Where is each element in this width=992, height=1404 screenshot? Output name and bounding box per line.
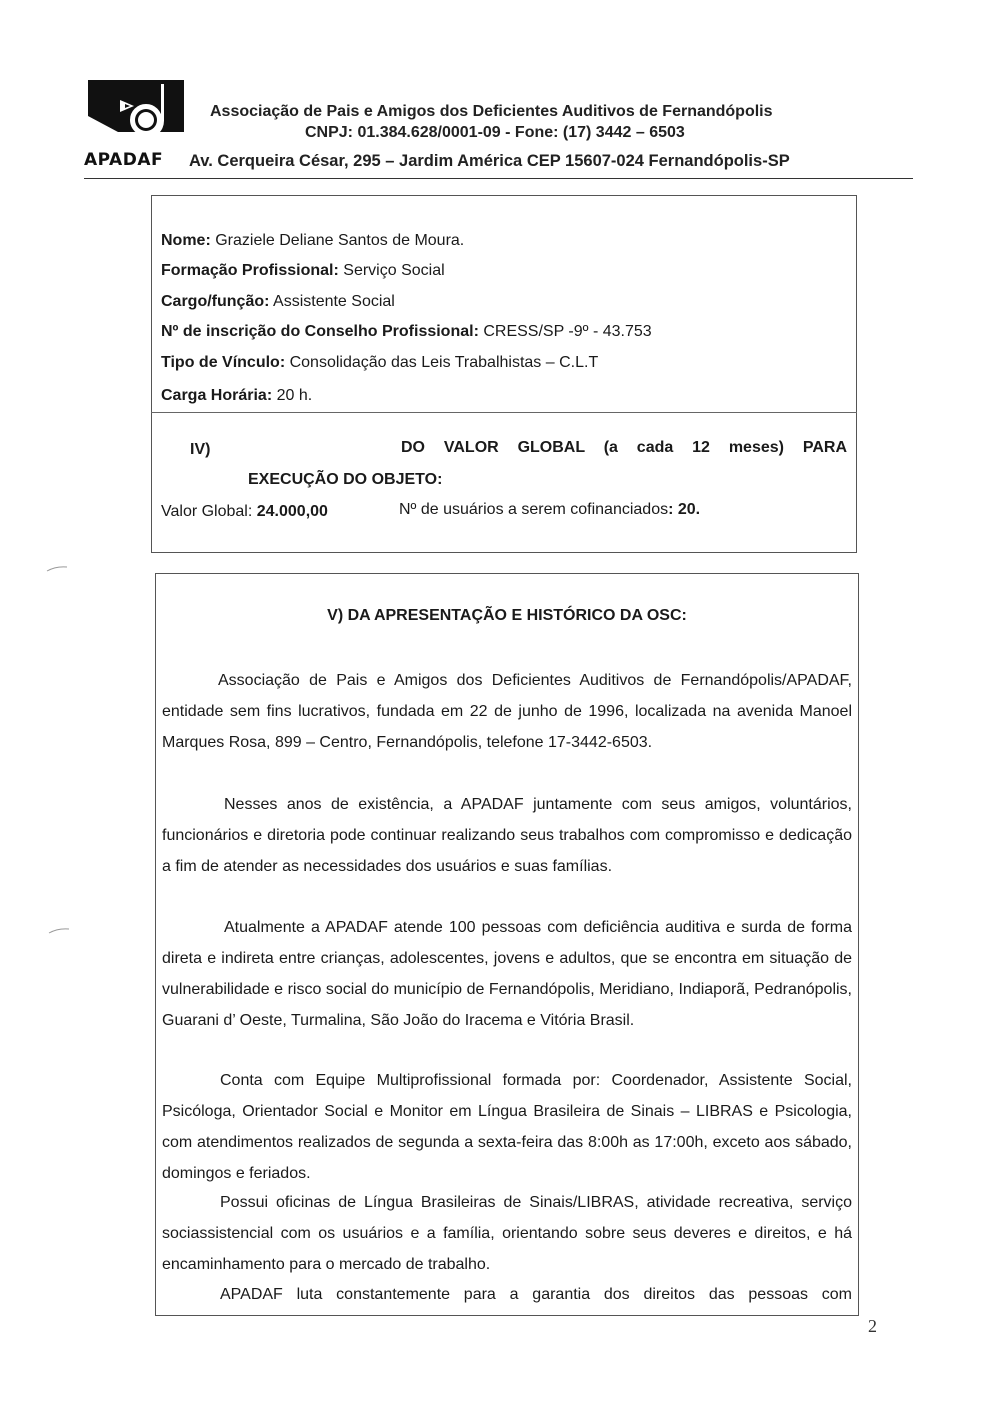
- history-paragraph: Possui oficinas de Língua Brasileiras de Sinais/LIBRAS, atividade recreativa, serviço sociassistencial com os usuários e a família, orientando sobre seus deveres e direitos, e há encaminhamento para o mercado de trabalho.: [162, 1194, 852, 1273]
- address: Av. Cerqueira César, 295 – Jardim América CEP 15607-024 Fernandópolis-SP: [189, 152, 790, 170]
- logo-wordmark: APADAF: [84, 150, 164, 170]
- cnpj-phone: CNPJ: 01.384.628/0001-09 - Fone: (17) 3442 – 6503: [305, 124, 685, 141]
- global-value: Valor Global: 24.000,00: [161, 503, 328, 520]
- section-iv-title-line1: DO VALOR GLOBAL (a cada 12 meses) PARA: [401, 439, 847, 456]
- organization-name: Associação de Pais e Amigos dos Deficientes Auditivos de Fernandópolis: [210, 103, 773, 120]
- history-paragraph: Conta com Equipe Multiprofissional formada por: Coordenador, Assistente Social, Psicóloga, Orientador Social e Monitor em Língua Brasileira de Sinais – LIBRAS e Psicologia, com atendimentos realizados de segunda a sexta-feira das 8:00h as 17:00h, exceto aos sábado, domingos e feriados.: [162, 1072, 852, 1182]
- section-iv-number: IV): [190, 441, 211, 458]
- field-role: Cargo/função: Assistente Social: [161, 293, 395, 310]
- scan-mark: [46, 566, 68, 572]
- section-v-title: V) DA APRESENTAÇÃO E HISTÓRICO DA OSC:: [327, 607, 687, 624]
- history-paragraph: APADAF luta constantemente para a garantia dos direitos das pessoas com: [220, 1286, 852, 1303]
- apadaf-logo: [84, 76, 188, 152]
- page-number: 2: [868, 1316, 877, 1336]
- section-iv-title-line2: EXECUÇÃO DO OBJETO:: [248, 471, 443, 488]
- history-paragraph: Atualmente a APADAF atende 100 pessoas com deficiência auditiva e surda de forma direta e indireta entre crianças, adolescentes, jovens e adultos, que se encontra em situação de vulnerabilidade e risco social do município de Fernandópolis, Meridiano, Indiaporã, Pedranópolis, Guarani d’ Oeste, Turmalina, São João do Iracema e Vitória Brasil.: [162, 919, 852, 1029]
- field-work-hours: Carga Horária: 20 h.: [161, 387, 313, 404]
- field-name: Nome: Graziele Deliane Santos de Moura.: [161, 232, 465, 249]
- scan-mark: [48, 928, 70, 934]
- field-registration: Nº de inscrição do Conselho Profissional: CRESS/SP -9º - 43.753: [161, 323, 652, 340]
- field-contract-type: Tipo de Vínculo: Consolidação das Leis Trabalhistas – C.L.T: [161, 354, 599, 371]
- box-divider: [151, 412, 857, 413]
- history-paragraph: Nesses anos de existência, a APADAF juntamente com seus amigos, voluntários, funcionários e diretoria pode continuar realizando seus trabalhos com compromisso e dedicação a fim de atender as necessidades dos usuários e suas famílias.: [162, 796, 852, 875]
- cofinanced-users: Nº de usuários a serem cofinanciados: 20.: [399, 501, 701, 518]
- field-training: Formação Profissional: Serviço Social: [161, 262, 445, 279]
- history-paragraph: Associação de Pais e Amigos dos Deficientes Auditivos de Fernandópolis/APADAF, entidade sem fins lucrativos, fundada em 22 de junho de 1996, localizada na avenida Manoel Marques Rosa, 899 – Centro, Fernandópolis, telefone 17-3442-6503.: [162, 672, 852, 751]
- header-divider: [84, 178, 913, 179]
